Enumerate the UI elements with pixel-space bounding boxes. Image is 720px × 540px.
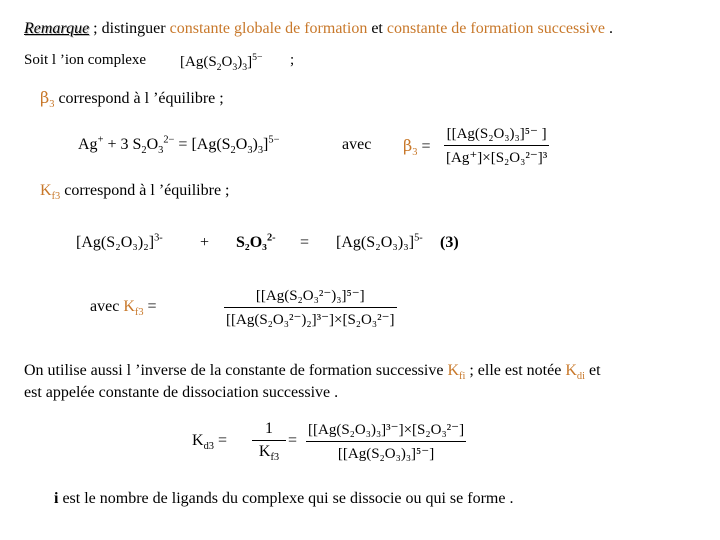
- kd3-numerator: [[Ag(S₂O₃)₃]³⁻]×[S₂O₃²⁻]: [308, 422, 465, 438]
- paragraph-line-1: On utilise aussi l ’inverse de la constante de formation successive $K_{fi}$ ; elle est notée $K_{di}$ et: [24, 362, 601, 383]
- equilibrium-3-reactant: $[Ag(S_2O_3)_2]^{3-}$: [76, 232, 163, 251]
- kf3-line: $K_{f3}$ correspond à l ’équilibre ;: [40, 182, 230, 203]
- equilibrium-3-ligand: S₂O₃$^{2-}$: [236, 232, 276, 251]
- equilibrium-3-equals: =: [300, 234, 310, 251]
- equilibrium-3-label: (3): [440, 234, 459, 251]
- beta3-numerator: [[Ag(S₂O₃)₃]⁵⁻ ]: [446, 126, 547, 142]
- fraction-bar: [252, 440, 286, 441]
- kd3-equals: =: [288, 432, 298, 449]
- kd3-denominator: [[Ag(S₂O₃)₃]⁵⁻]: [337, 446, 435, 462]
- kf3-numerator: [[Ag(S₂O₃²⁻)₃]⁵⁻]: [255, 288, 365, 304]
- kd3-def: $K_{d3}$ =: [192, 432, 227, 453]
- equilibrium-1: Ag+ + 3 $S_2O_3^{2-} = [Ag(S_2O_3)_3]^{5-}$: [78, 134, 280, 157]
- complex-formula: $[Ag(S_2O_3)_3]^{5-}$: [180, 52, 263, 73]
- footer-note: i est le nombre de ligands du complexe qui se dissocie ou qui se forme .: [54, 490, 514, 507]
- remark-label: Remarque: [24, 20, 90, 37]
- kd3-fraction-2: [306, 420, 466, 463]
- beta-symbol: β: [40, 88, 50, 107]
- semicolon: ;: [290, 52, 295, 68]
- beta3-fraction: [444, 124, 549, 167]
- beta3-denominator: [Ag⁺]×[S₂O₃²⁻]³: [446, 150, 548, 166]
- kd3-fraction-1: 1 $K_{f3}$: [252, 420, 286, 461]
- kf3-fraction: [224, 286, 397, 329]
- paragraph-line-2: est appelée constante de dissociation successive .: [24, 384, 339, 401]
- beta-line: $\beta_3$ correspond à l ’équilibre ;: [40, 88, 224, 111]
- fraction-bar: [224, 307, 397, 308]
- avec-label-1: avec: [342, 136, 372, 153]
- fraction-bar: [444, 145, 549, 146]
- equilibrium-3-product: $[Ag(S_2O_3)_3]^{5-}$: [336, 232, 423, 251]
- remark-line: Remarque ; distinguer constante globale de formation et constante de formation successive .: [24, 20, 614, 37]
- term-successive-constant: constante de formation successive: [386, 20, 606, 37]
- kf3-def: avec $K_{f3}$ =: [90, 298, 157, 319]
- fraction-bar: [306, 441, 466, 442]
- equilibrium-3-plus: +: [200, 234, 210, 251]
- kf3-denominator: [[Ag(S₂O₃²⁻)₂]³⁻]×[S₂O₃²⁻]: [226, 312, 395, 328]
- beta3-def: $\beta_3$ =: [403, 136, 431, 159]
- complex-ion-line: Soit l ’ion complexe: [24, 52, 147, 68]
- term-global-constant: constante globale de formation: [169, 20, 368, 37]
